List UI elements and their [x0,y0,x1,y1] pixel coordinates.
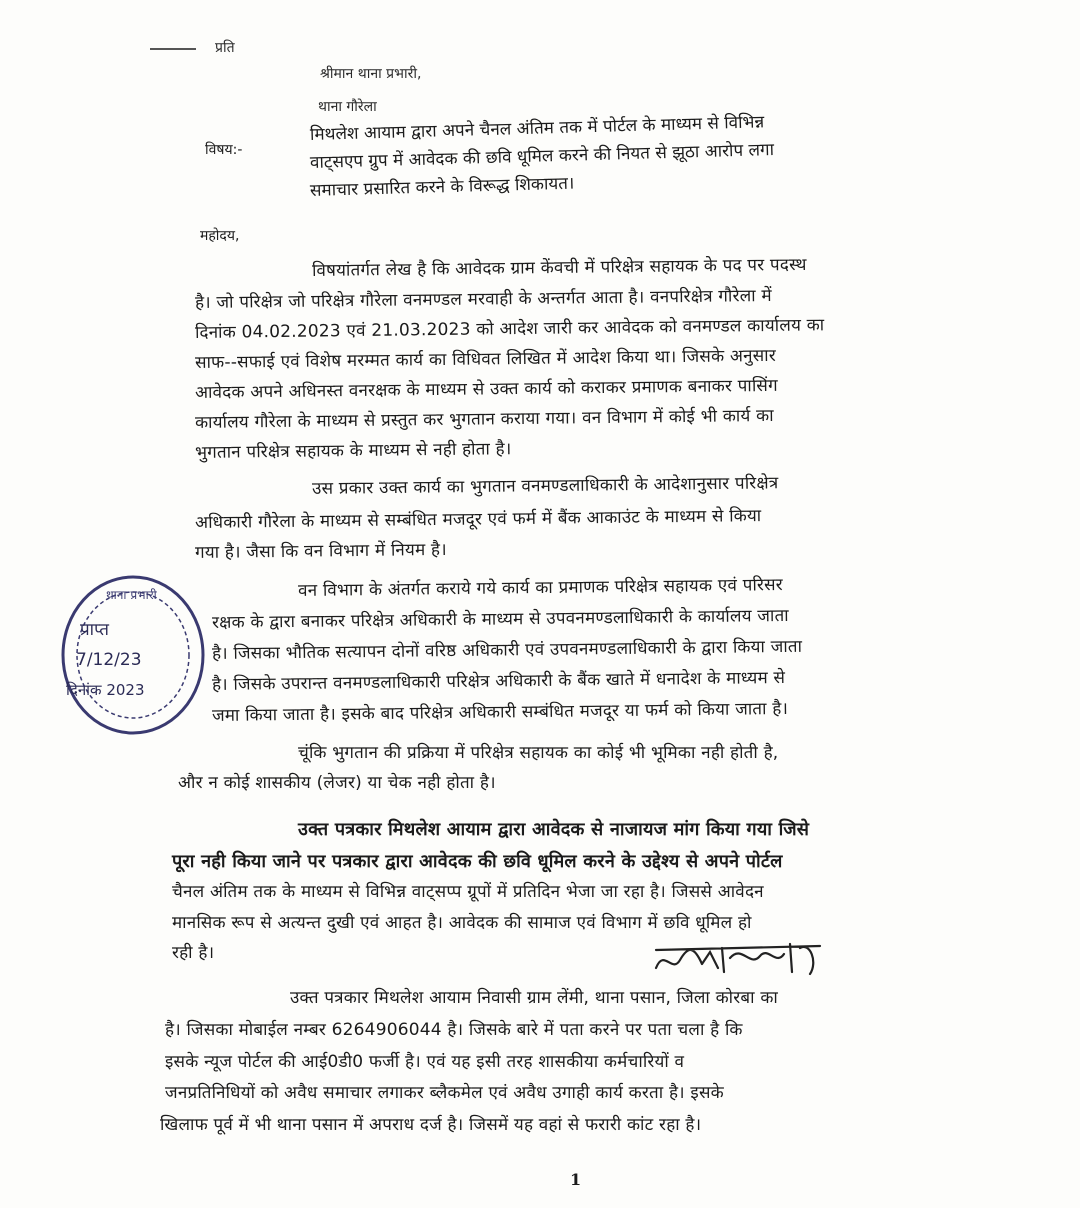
subject-line: वाट्सएप ग्रुप में आवेदक की छवि धूमिल करने की नियत से झूठा आरोप लगा [309,140,775,173]
body-line: है। जिसका भौतिक सत्यापन दोनों वरिष्ठ अधिकारी एवं उपवनमण्डलाधिकारी के द्वारा किया जाता [211,636,803,664]
body-line: है। जो परिक्षेत्र जो परिक्षेत्र गौरेला वनमण्डल मरवाही के अन्तर्गत आता है। वनपरिक्षेत्र गौरेला में [194,285,772,313]
body-line: आवेदक अपने अधिनस्त वनरक्षक के माध्यम से उक्त कार्य को कराकर प्रमाणक बनाकर पासिंग [194,375,778,403]
body-line: गया है। जैसा कि वन विभाग में नियम है। [194,539,447,563]
salutation: महोदय, [200,228,240,244]
body-line: इसके न्यूज पोर्टल की आई0डी0 फर्जी है। एवं यह इसी तरह शासकीया कर्मचारियों व [165,1052,685,1072]
body-line: है। जिसके उपरान्त वनमण्डलाधिकारी परिक्षेत्र अधिकारी के बैंक खाते में धनादेश के माध्यम से [211,667,786,695]
body-line: जनप्रतिनिधियों को अवैध समाचार लगाकर ब्लैकमेल एवं अवैध उगाही कार्य करता है। इसके [165,1083,724,1103]
body-line: साफ--सफाई एवं विशेष मरम्मत कार्य का विधिवत लिखित में आदेश किया था। जिसके अनुसार [194,345,777,373]
body-line: खिलाफ पूर्व में भी थाना पसान में अपराध दर्ज है। जिसमें यह वहां से फरारी कांट रहा है। [160,1115,702,1135]
body-line: पूरा नही किया जाने पर पत्रकार द्वारा आवेदक की छवि धूमिल करने के उद्देश्य से अपने पोर्टल [172,851,783,872]
body-line: कार्यालय गौरेला के माध्यम से प्रस्तुत कर भुगतान कराया गया। वन विभाग में कोई भी कार्य का [194,405,774,433]
body-line: उक्त पत्रकार मिथलेश आयाम द्वारा आवेदक से नाजायज मांग किया गया जिसे [298,819,810,840]
stamp-text: थाना प्रभारी [106,588,157,602]
prati-label: प्रति [215,40,235,56]
body-line: अधिकारी गौरेला के माध्यम से सम्बंधित मजदूर एवं फर्म में बैंक आकाउंट के माध्यम से किया [194,506,762,533]
body-line: विषयांतर्गत लेख है कि आवेदक ग्राम केंवची में परिक्षेत्र सहायक के पद पर पदस्थ [311,254,807,281]
body-line: रक्षक के द्वारा बनाकर परिक्षेत्र अधिकारी के माध्यम से उपवनमण्डलाधिकारी के कार्यालय जाता [211,605,789,633]
stamp-handwriting: प्राप्त [80,620,110,640]
body-line: जमा किया जाता है। इसके बाद परिक्षेत्र अधिकारी सम्बंधित मजदूर या फर्म को किया जाता है। [211,698,789,726]
stamp-handwriting: 7/12/23 [76,650,142,670]
body-line: उस प्रकार उक्त कार्य का भुगतान वनमण्डलाधिकारी के आदेशानुसार परिक्षेत्र [311,473,779,499]
subject-line: समाचार प्रसारित करने के विरूद्ध शिकायत। [309,173,575,201]
body-line: वन विभाग के अंतर्गत कराये गये कार्य का प्रमाणक परिक्षेत्र सहायक एवं परिसर [297,575,784,601]
body-line: और न कोई शासकीय (लेजर) या चेक नही होता है। [178,773,496,793]
stamp-handwriting: दिनांक 2023 [66,681,145,699]
subject-line: मिथलेश आयाम द्वारा अपने चैनल अंतिम तक में पोर्टल के माध्यम से विभिन्न [309,112,765,145]
handwritten-signature [650,938,830,984]
body-line: चूंकि भुगतान की प्रक्रिया में परिक्षेत्र सहायक का कोई भी भूमिका नही होती है, [298,743,779,763]
header-dash [150,48,196,50]
subject-label: विषय:- [205,142,243,158]
recipient-line: श्रीमान थाना प्रभारी, [320,66,422,82]
station-line: थाना गौरेला [318,99,377,115]
police-station-stamp [58,573,208,738]
body-line: रही है। [172,943,215,963]
page-number: 1 [570,1170,582,1189]
body-line: उक्त पत्रकार मिथलेश आयाम निवासी ग्राम लेंमी, थाना पसान, जिला कोरबा का [290,988,778,1008]
body-line: दिनांक 04.02.2023 एवं 21.03.2023 को आदेश जारी कर आवेदक को वनमण्डल कार्यालय का [194,315,825,343]
body-line: है। जिसका मोबाईल नम्बर 6264906044 है। जिसके बारे में पता करने पर पता चला है कि [165,1020,743,1040]
body-line: मानसिक रूप से अत्यन्त दुखी एवं आहत है। आवेदक की सामाज एवं विभाग में छवि धूमिल हो [172,913,752,933]
body-line: चैनल अंतिम तक के माध्यम से विभिन्न वाट्सप्प ग्रूपों में प्रतिदिन भेजा जा रहा है। जिससे आवेदन [172,882,764,902]
body-line: भुगतान परिक्षेत्र सहायक के माध्यम से नही होता है। [194,439,512,463]
